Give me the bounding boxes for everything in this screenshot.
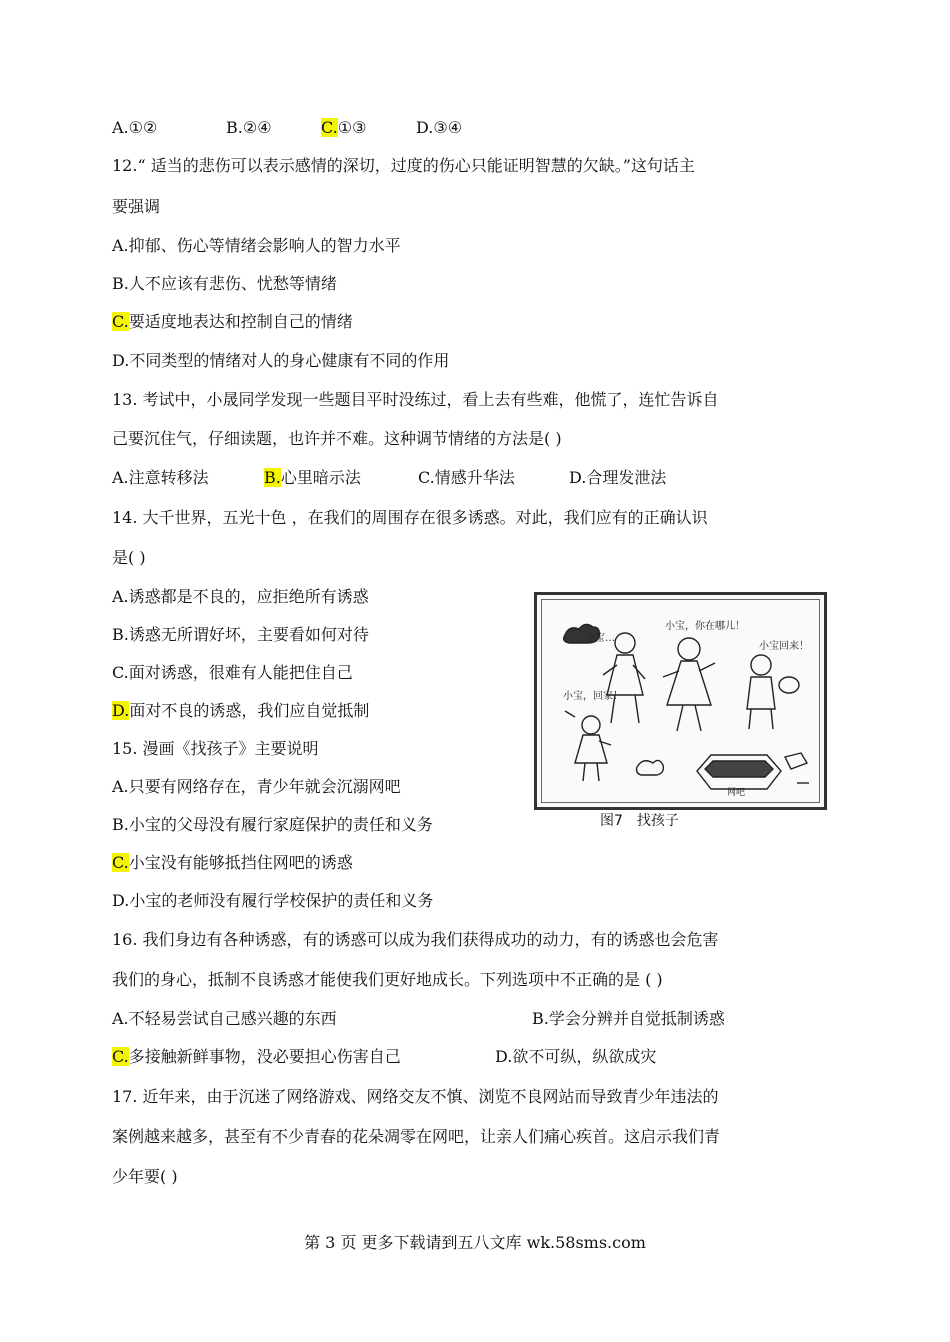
q15-option-c-text: 小宝没有能够抵挡住网吧的诱惑: [128, 853, 353, 872]
q11-option-c: [321, 118, 366, 138]
q15-option-a: A.只要有网络存在，青少年就会沉溺网吧: [112, 777, 401, 796]
q13-option-a: A.注意转移法: [112, 468, 209, 487]
q16-option-d: D.欲不可纵，纵欲成灾: [495, 1047, 657, 1066]
q14-option-d: [112, 701, 369, 721]
answer-highlight: C.: [112, 1047, 129, 1066]
q16-stem-line2: 我们的身心，抵制不良诱惑才能使我们更好地成长。下列选项中不正确的是 ( ): [112, 970, 663, 989]
answer-highlight: C.: [321, 118, 338, 137]
q11-option-a: A.①②: [112, 118, 158, 137]
q16-option-a: A.不轻易尝试自己感兴趣的东西: [112, 1009, 337, 1028]
q16-option-c: [112, 1047, 401, 1067]
q17-stem-line2: 案例越来越多，甚至有不少青春的花朵凋零在网吧，让亲人们痛心疾首。这启示我们青: [112, 1127, 721, 1146]
q12-stem-line2: 要强调: [112, 197, 161, 216]
q16-option-c-text: 多接触新鲜事物，没必要担心伤害自己: [128, 1047, 401, 1066]
q11-option-b: B.②④: [226, 118, 272, 137]
q14-stem-line2: 是( ): [112, 548, 146, 567]
answer-highlight: B.: [264, 468, 281, 487]
page-footer: 第 3 页 更多下载请到五八文库 wk.58sms.com: [304, 1233, 646, 1252]
q14-option-c: C.面对诱惑，很难有人能把住自己: [112, 663, 353, 682]
q14-option-d-text: 面对不良的诱惑，我们应自觉抵制: [129, 701, 370, 720]
q13-option-d: D.合理发泄法: [569, 468, 667, 487]
q12-option-d: D.不同类型的情绪对人的身心健康有不同的作用: [112, 351, 450, 370]
internet-cafe-sign: 网吧: [727, 788, 746, 798]
q15-stem: 15. 漫画《找孩子》主要说明: [112, 739, 319, 758]
figure-caption: [600, 812, 679, 830]
q13-stem-line2: 己要沉住气，仔细读题，也许并不难。这种调节情绪的方法是( ): [112, 429, 562, 448]
cartoon-figure: [534, 592, 827, 810]
q13-option-b-text: 心里暗示法: [280, 468, 361, 487]
q14-option-b: B.诱惑无所谓好坏，主要看如何对待: [112, 625, 369, 644]
answer-highlight: C.: [112, 853, 129, 872]
speech-bubble-3: 小宝回来！: [759, 641, 809, 652]
answer-highlight: C.: [112, 312, 129, 331]
q14-option-a: A.诱惑都是不良的，应拒绝所有诱惑: [112, 587, 369, 606]
q13-stem-line1: 13. 考试中，小晟同学发现一些题目平时没练过，看上去有些难，他慌了，连忙告诉自: [112, 390, 719, 409]
figure-title: 找孩子: [636, 813, 679, 829]
q13-option-b: [264, 468, 361, 488]
figure-number: 图7: [600, 813, 623, 829]
q15-option-c: [112, 853, 353, 873]
q12-stem-line1: 12.“ 适当的悲伤可以表示感情的深切，过度的伤心只能证明智慧的欠缺。”这句话主: [112, 156, 695, 175]
q16-option-b: B.学会分辨并自觉抵制诱惑: [532, 1009, 725, 1028]
q12-option-a: A.抑郁、伤心等情绪会影响人的智力水平: [112, 236, 401, 255]
speech-bubble-1: 小宝…: [585, 633, 615, 644]
q11-option-c-text: ①③: [337, 118, 367, 137]
q15-option-b: B.小宝的父母没有履行家庭保护的责任和义务: [112, 815, 433, 834]
q13-option-c: C.情感升华法: [418, 468, 515, 487]
q15-option-d: D.小宝的老师没有履行学校保护的责任和义务: [112, 891, 434, 910]
q12-option-c-text: 要适度地表达和控制自己的情绪: [128, 312, 353, 331]
q12-option-c: [112, 312, 353, 332]
q17-stem-line3: 少年要( ): [112, 1167, 178, 1186]
q11-option-d: D.③④: [416, 118, 463, 137]
q14-stem-line1: 14. 大千世界，五光十色 ，在我们的周围存在很多诱惑。对此，我们应有的正确认识: [112, 508, 708, 527]
q17-stem-line1: 17. 近年来，由于沉迷了网络游戏、网络交友不慎、浏览不良网站而导致青少年违法的: [112, 1087, 719, 1106]
speech-bubble-2: 小宝，你在哪儿！: [665, 621, 745, 632]
speech-bubble-4: 小宝，回家！: [563, 691, 623, 702]
q12-option-b: B.人不应该有悲伤、忧愁等情绪: [112, 274, 337, 293]
q16-stem-line1: 16. 我们身边有各种诱惑，有的诱惑可以成为我们获得成功的动力，有的诱惑也会危害: [112, 930, 719, 949]
answer-highlight: D.: [112, 701, 130, 720]
